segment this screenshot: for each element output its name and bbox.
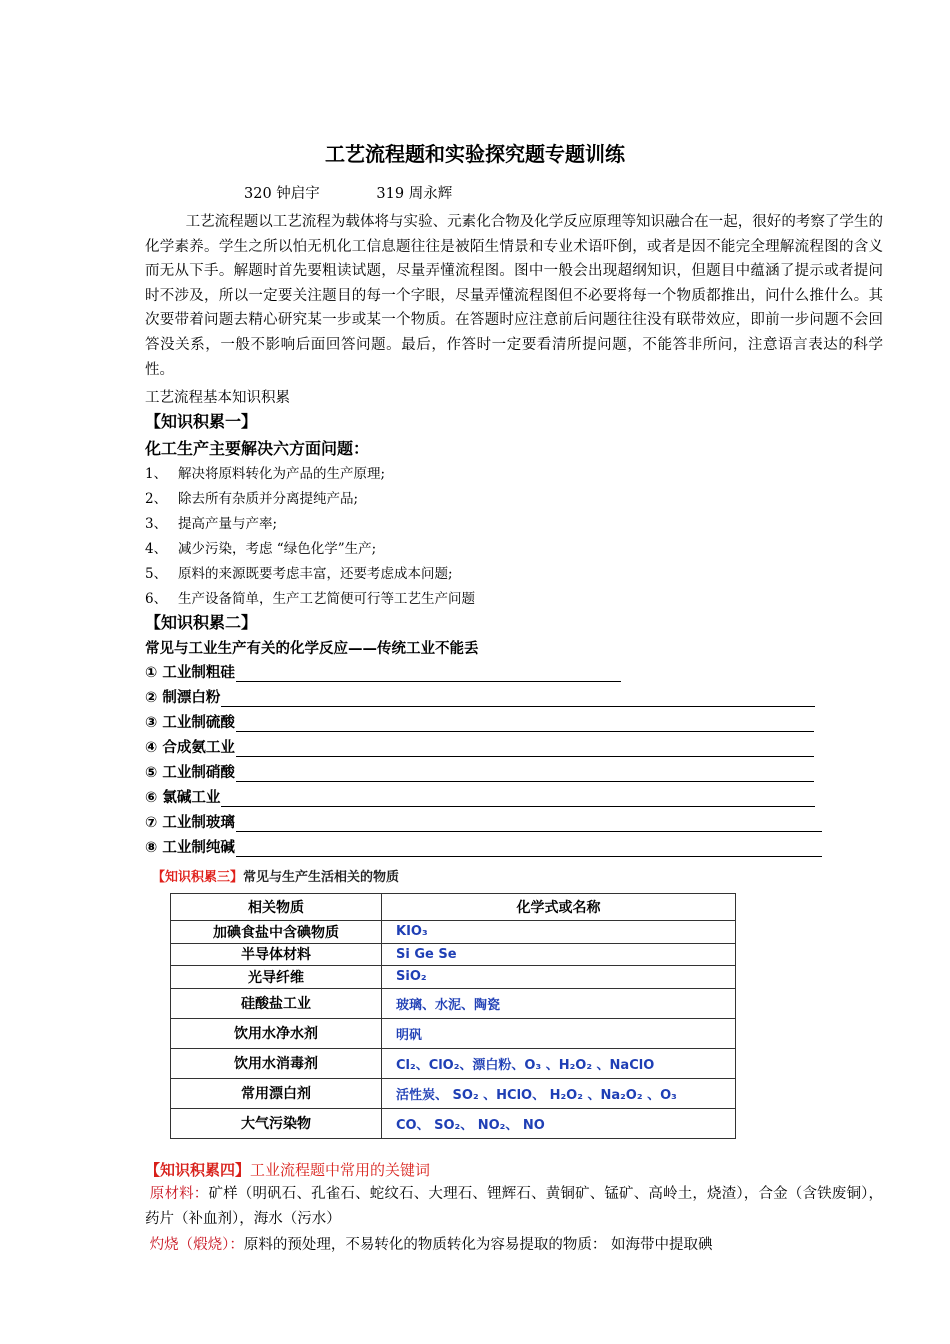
list-item: 2、 除去所有杂质并分离提纯产品; xyxy=(145,491,359,507)
table-row: 大气污染物 CO、 SO₂、 NO₂、 NO xyxy=(171,1108,736,1138)
reaction-item: ⑦ 工业制玻璃 xyxy=(145,811,822,832)
table-row: 饮用水净水剂 明矾 xyxy=(171,1018,736,1048)
reaction-item: ② 制漂白粉 xyxy=(145,686,815,707)
section2-heading: 【知识积累二】 xyxy=(145,613,258,632)
table-header: 化学式或名称 xyxy=(382,894,736,921)
raw-materials-paragraph: 原材料：矿样（明矾石、孔雀石、蛇纹石、大理石、锂辉石、黄铜矿、锰矿、高岭土，烧渣），合金（含铁废铜），药片（补血剂），海水（污水） xyxy=(145,1186,884,1227)
section1-heading: 【知识积累一】 xyxy=(145,412,258,431)
table-header-row xyxy=(171,894,736,921)
reaction-item: ③ 工业制硫酸 xyxy=(145,711,814,732)
reaction-item: ⑤ 工业制硝酸 xyxy=(145,761,814,782)
list-item: 6、 生产设备简单，生产工艺简便可行等工艺生产问题 xyxy=(145,591,475,607)
answer-blank[interactable] xyxy=(236,766,814,782)
table-header: 相关物质 xyxy=(171,894,382,921)
reaction-item: ⑥ 氯碱工业 xyxy=(145,786,815,807)
section2-subheading: 常见与工业生产有关的化学反应——传统工业不能丢 xyxy=(145,641,479,657)
answer-blank[interactable] xyxy=(221,791,815,807)
answer-blank[interactable] xyxy=(236,841,822,857)
author-1: 320 钟启宇 xyxy=(244,186,320,202)
reaction-item: ⑧ 工业制纯碱 xyxy=(145,836,822,857)
substances-table xyxy=(170,893,736,1139)
section1-subheading: 化工生产主要解决六方面问题： xyxy=(145,439,370,458)
table-row: 常用漂白剂 活性炭、 SO₂ 、HClO、 H₂O₂ 、Na₂O₂ 、O₃ xyxy=(171,1078,736,1108)
list-item: 1、 解决将原料转化为产品的生产原理; xyxy=(145,466,386,482)
table-row: 硅酸盐工业 玻璃、水泥、陶瓷 xyxy=(171,988,736,1018)
answer-blank[interactable] xyxy=(236,816,822,832)
answer-blank[interactable] xyxy=(221,691,815,707)
list-item: 5、 原料的来源既要考虑丰富，还要考虑成本问题; xyxy=(145,566,453,582)
author-2: 319 周永辉 xyxy=(376,186,453,202)
document-title: 工艺流程题和实验探究题专题训练 xyxy=(325,142,625,166)
authors-line xyxy=(244,182,452,203)
table-row: 光导纤维 SiO₂ xyxy=(171,966,736,989)
table-row: 半导体材料 Si Ge Se xyxy=(171,943,736,966)
burn-label: 灼烧（煅烧）： xyxy=(149,1237,244,1253)
intro-paragraph: 工艺流程题以工艺流程为载体将与实验、元素化合物及化学反应原理等知识融合在一起，很好的考察了学生的化学素养。学生之所以怕无机化工信息题往往是被陌生情景和专业术语吓倒，或者是因不能完全理解流程图的含义而无从下手。解题时首先要粗读试题，尽量弄懂流程图。图中一般会出现超纲知识，但题目中蕴涵了提示或者提问时不涉及，所以一定要关注题目的每一个字眼，尽量弄懂流程图但不必要将每一个物质都推出，问什么推什么。其次要带着问题去精心研究某一步或某一个物质。在答题时应注意前后问题往往没有联带效应，即前一步问题不会回答没关系，一般不影响后面回答问题。最后，作答时一定要看清所提问题，不能答非所问，注意语言表达的科学性。 xyxy=(145,214,883,378)
table-row: 加碘食盐中含碘物质 KIO₃ xyxy=(171,921,736,944)
list-item: 3、 提高产量与产率; xyxy=(145,516,278,532)
section4-heading: 【知识积累四】工业流程题中常用的关键词 xyxy=(145,1161,431,1179)
table-row: 饮用水消毒剂 Cl₂、ClO₂、漂白粉、O₃ 、H₂O₂ 、NaClO xyxy=(171,1048,736,1078)
section3-heading: 【知识积累三】常见与生产生活相关的物质 xyxy=(152,870,400,885)
burn-paragraph: 灼烧（煅烧）：原料的预处理，不易转化的物质转化为容易提取的物质： 如海带中提取碘 xyxy=(149,1237,713,1253)
list-item: 4、 减少污染，考虑 “绿色化学”生产; xyxy=(145,541,377,557)
basics-label: 工艺流程基本知识积累 xyxy=(145,390,290,406)
raw-materials-label: 原材料： xyxy=(149,1186,209,1202)
answer-blank[interactable] xyxy=(236,666,621,682)
answer-blank[interactable] xyxy=(236,716,814,732)
reaction-item: ① 工业制粗硅 xyxy=(145,661,621,682)
answer-blank[interactable] xyxy=(236,741,814,757)
reaction-item: ④ 合成氨工业 xyxy=(145,736,814,757)
